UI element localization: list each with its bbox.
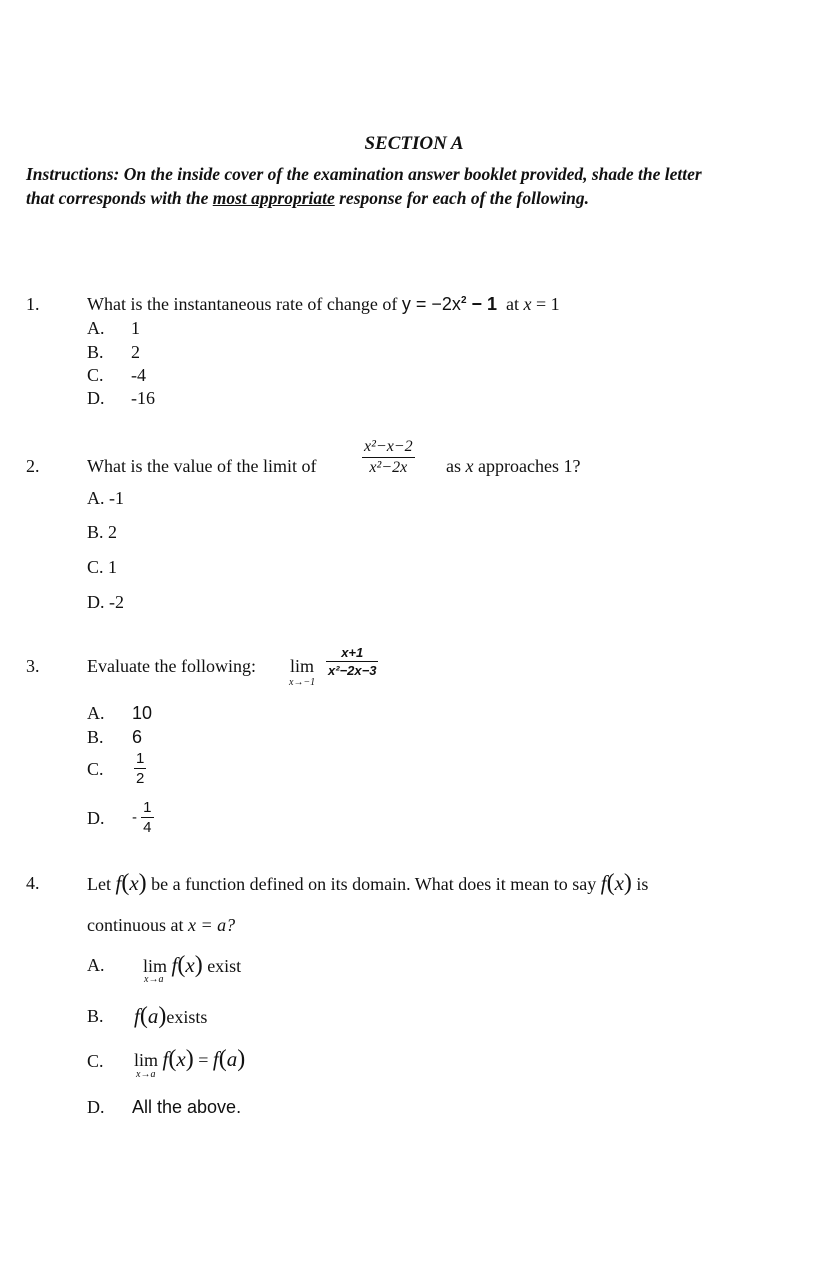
- q3-option-b-value: 6: [132, 727, 143, 747]
- q4-option-d-letter: D.: [87, 1097, 105, 1117]
- q4-option-b-tail: exists: [166, 1007, 208, 1027]
- q4-option-c-f: f: [162, 1047, 169, 1071]
- q4-option-a-x: x: [185, 953, 195, 977]
- q4-option-c-eq: =: [193, 1050, 213, 1070]
- q4-option-c-f2: f: [212, 1047, 219, 1071]
- q3-option-d-num: 1: [143, 799, 152, 816]
- instructions-line-1: Instructions: On the inside cover of the examination answer booklet provided, shade the letter: [26, 164, 702, 184]
- q4-option-b-f: f: [134, 1004, 140, 1028]
- q1-at-value: = 1: [531, 294, 560, 314]
- q4-option-c-subscript: x→a: [136, 1069, 156, 1080]
- q3-option-b-letter: B.: [87, 727, 104, 747]
- q3-option-c-letter: C.: [87, 759, 104, 779]
- q4-text-middle: be a function defined on its domain. What does it mean to say: [146, 874, 601, 894]
- q3-lim: lim: [290, 656, 315, 676]
- q4-option-c-x: x: [176, 1047, 186, 1071]
- q4-line-2-eq: x = a?: [188, 915, 236, 935]
- q4-option-a-tail: exist: [202, 956, 242, 976]
- q4-option-c-letter: C.: [87, 1051, 104, 1071]
- q1-at-var: x: [523, 294, 532, 314]
- q4-x-2: x: [614, 871, 624, 895]
- q2-option-d-letter: D.: [87, 592, 105, 612]
- q1-number: 1.: [26, 294, 40, 314]
- q4-text-end: is: [631, 874, 649, 894]
- q2-option-b-value: 2: [108, 522, 118, 542]
- q4-option-b-letter: B.: [87, 1006, 104, 1026]
- q4-f-1: f: [115, 871, 122, 895]
- q3-option-a-value: 10: [132, 703, 153, 723]
- section-title: SECTION A: [364, 133, 464, 154]
- q1-equation: [402, 294, 497, 314]
- q1-prompt: What is the instantaneous rate of change of: [87, 294, 402, 314]
- q4-option-c-lim: lim: [134, 1050, 159, 1070]
- q3-option-c-fraction: [134, 750, 146, 787]
- q4-x-1: x: [129, 871, 139, 895]
- q2-tail-var: x: [465, 456, 474, 476]
- q4-option-b-arg: a: [147, 1004, 159, 1028]
- q2-option-d-value: -2: [109, 592, 124, 612]
- q1-at-text: at: [506, 294, 524, 314]
- q4-option-c-expr: lim f(x) = f(a): [134, 1046, 246, 1072]
- q3-option-a-letter: A.: [87, 703, 105, 723]
- q4-option-a-lim: lim: [143, 956, 168, 976]
- q4-option-a-subscript: x→a: [144, 974, 164, 985]
- q3-option-d-fraction: [132, 799, 154, 836]
- q1-option-b-value: 2: [131, 342, 140, 362]
- q1-option-c-value: -4: [131, 365, 146, 385]
- q3-numerator: x+1: [326, 645, 378, 662]
- q3-number: 3.: [26, 656, 40, 676]
- q4-text: Let f(x) be a function defined on its domain. What does it mean to say f(x) is: [87, 870, 649, 896]
- q3-lim-subscript: x→−1: [289, 677, 316, 688]
- q1-option-b-letter: B.: [87, 342, 104, 362]
- q2-number: 2.: [26, 456, 40, 476]
- q4-option-c-arg2: a: [226, 1047, 238, 1071]
- q3-fraction: [326, 645, 378, 678]
- q4-option-a-letter: A.: [87, 955, 105, 975]
- q1-text: [87, 294, 560, 315]
- q3-denominator: x²−2x−3: [328, 663, 377, 678]
- q2-numerator: x²−x−2: [362, 438, 415, 458]
- q2-option-d: [87, 592, 124, 613]
- instructions-line-2-start: that corresponds with the: [26, 188, 213, 208]
- q2-option-c-letter: C.: [87, 557, 104, 577]
- instructions-emphasis: most appropriate: [212, 188, 335, 208]
- q2-tail-before: as: [446, 456, 466, 476]
- q2-option-a-value: -1: [109, 488, 124, 508]
- q1-option-a-letter: A.: [87, 318, 105, 338]
- q4-text-before: Let: [87, 874, 116, 894]
- q1-option-d-value: -16: [131, 388, 155, 408]
- q2-option-b: [87, 522, 117, 543]
- q3-option-d-sign: -: [132, 809, 137, 826]
- q2-option-a-letter: A.: [87, 488, 105, 508]
- q2-option-c: [87, 557, 117, 578]
- q2-fraction: [362, 438, 415, 477]
- q2-tail: [446, 456, 580, 477]
- instructions-line-2-end: response for each of the following.: [334, 188, 589, 208]
- q2-prompt: What is the value of the limit of: [87, 456, 317, 476]
- q4-option-b-expr: f(a)exists: [134, 1003, 208, 1029]
- q1-option-d-letter: D.: [87, 388, 105, 408]
- q3-option-d-den: 4: [143, 819, 152, 836]
- q4-option-a-expr: lim f(x) exist: [143, 952, 242, 978]
- q2-option-a: [87, 488, 124, 509]
- q1-equation-main: y = −2x: [401, 294, 461, 314]
- q2-option-c-value: 1: [108, 557, 118, 577]
- q3-option-c-den: 2: [136, 770, 145, 787]
- q3-option-c-num: 1: [136, 750, 145, 767]
- q3-prompt: Evaluate the following:: [87, 656, 256, 676]
- q4-option-a-f: f: [171, 953, 178, 977]
- q4-f-2: f: [600, 871, 607, 895]
- q4-line-2: [87, 915, 235, 936]
- instructions-line-2: [26, 188, 589, 209]
- q3-option-d-letter: D.: [87, 808, 105, 828]
- q1-option-c-letter: C.: [87, 365, 104, 385]
- q1-option-a-value: 1: [131, 318, 140, 338]
- q4-line-2-before: continuous at: [87, 915, 188, 935]
- q2-option-b-letter: B.: [87, 522, 104, 542]
- q1-equation-tail: − 1: [466, 294, 498, 314]
- q4-option-d-text: All the above.: [132, 1097, 242, 1117]
- q2-denominator: x²−2x: [369, 459, 408, 476]
- q1-equation-exponent: 2: [460, 295, 467, 306]
- q2-tail-after: approaches 1?: [473, 456, 581, 476]
- q4-number: 4.: [26, 873, 40, 893]
